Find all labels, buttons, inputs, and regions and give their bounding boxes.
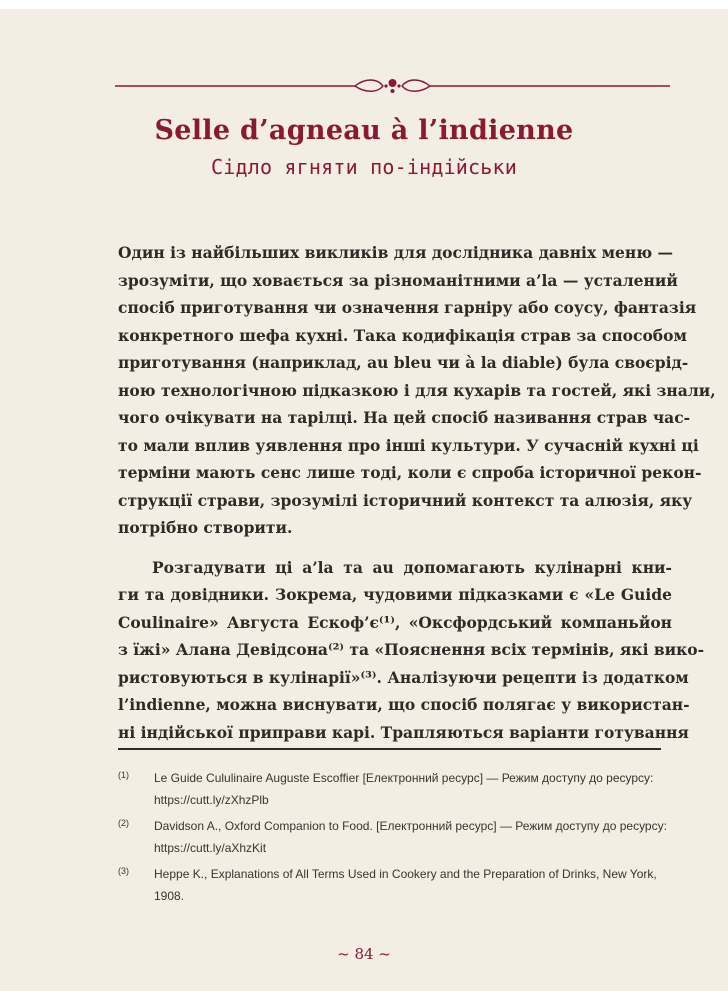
- body-line: ристовуються в кулінарії»⁽³⁾. Аналізуючи рецепти із додатком: [118, 667, 689, 687]
- footnote-mark: (1): [118, 770, 129, 780]
- body-line: то мали вплив уявлення про інші культури. У сучасній кухні ці: [118, 435, 699, 455]
- paragraph-2: [118, 554, 705, 747]
- recipe-subtitle: Сідло ягняти по-індійськи: [210, 155, 518, 179]
- footnote-3: [118, 863, 668, 907]
- body-line: спосіб приготування чи означення гарніру або соусу, фантазія: [118, 298, 697, 317]
- body-line: потрібно створити.: [118, 518, 293, 537]
- ornament-divider-icon: [115, 75, 670, 97]
- body-line: Розгадувати ці a’la та au допомагають кулінарні кни-: [152, 557, 672, 577]
- footnote-text: Heppe K., Explanations of All Terms Used in Cookery and the Preparation of Drinks, New York, 1908.: [154, 867, 657, 903]
- footnote-text: Davidson A., Oxford Companion to Food. [Електронний ресурс] — Режим доступу до ресурсу: https://cutt.ly/aXhzKit: [154, 819, 667, 855]
- body-line: ною технологічною підказкою і для кухарів та гостей, які знали,: [118, 380, 716, 400]
- body-text: [118, 239, 716, 746]
- body-line: приготування (наприклад, au bleu чи à la diable) була своєрід-: [118, 353, 689, 372]
- body-line: струкції страви, зрозумілі історичний контекст та алюзія, яку: [118, 490, 693, 510]
- body-line: ги та довідники. Зокрема, чудовими підказками є «Le Guide: [118, 585, 672, 604]
- body-line: l’indienne, можна виснувати, що спосіб полягає у використан-: [118, 695, 690, 714]
- footnote-text: Le Guide Cululinaire Auguste Escoffier [Електронний ресурс] — Режим доступу до ресурсу: https://cutt.ly/zXhzPlb: [154, 771, 654, 807]
- body-line: Coulinaire» Августа Ескоф’є⁽¹⁾, «Оксфордський компаньйон: [118, 612, 672, 632]
- body-line: з їжі» Алана Девідсона⁽²⁾ та «Пояснення всіх термінів, які вико-: [118, 640, 705, 659]
- recipe-title: Selle d’agneau à l’indienne: [154, 115, 574, 146]
- body-line: зрозуміти, що ховається за різноманітними a’la — усталений: [118, 270, 678, 290]
- footnote-divider: [118, 748, 661, 750]
- body-line: конкретного шефа кухні. Така кодифікація страв за способом: [118, 325, 687, 345]
- body-line: терміни мають сенс лише тоді, коли є спроба історичної рекон-: [118, 463, 702, 482]
- page-number: ~ 84 ~: [337, 945, 391, 963]
- body-line: ні індійської приправи карі. Трапляються варіанти готування: [118, 722, 689, 742]
- footnotes: [118, 767, 668, 911]
- footnote-1: [118, 767, 668, 811]
- footnote-mark: (3): [118, 866, 129, 876]
- body-line: чого очікувати на тарілці. На цей спосіб називання страв час-: [118, 408, 691, 427]
- footnote-mark: (2): [118, 818, 129, 828]
- footnote-2: [118, 815, 668, 859]
- body-line: Один із найбільших викликів для дослідника давніх меню —: [118, 243, 674, 262]
